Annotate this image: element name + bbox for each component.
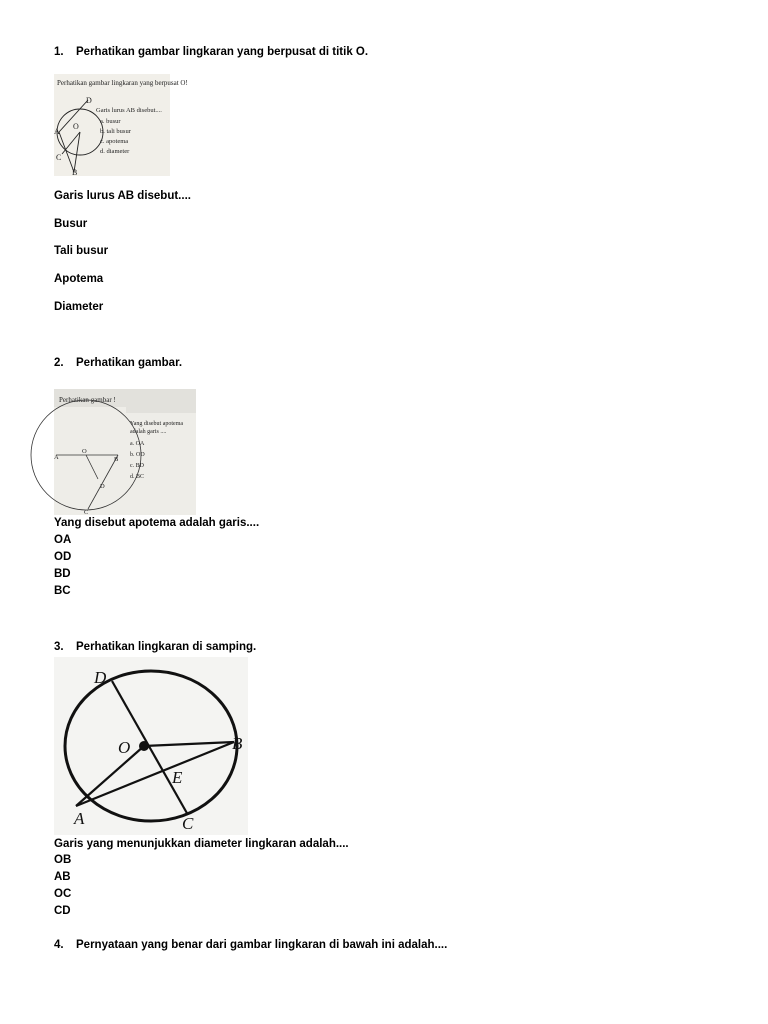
- label-a: A: [54, 127, 60, 136]
- question-4-title: [54, 939, 447, 951]
- label-o: O: [82, 448, 87, 455]
- label-d: D: [86, 96, 92, 105]
- question-2-choice-3: BD: [54, 568, 71, 580]
- question-1-text: Perhatikan gambar lingkaran yang berpusat di titik O.: [76, 46, 369, 58]
- question-2-text: Perhatikan gambar.: [76, 357, 183, 369]
- question-2-choice-2: OD: [54, 551, 72, 563]
- center-point-o: [139, 741, 149, 751]
- label-o: O: [118, 738, 131, 757]
- label-e: E: [172, 768, 183, 787]
- question-2-title: [54, 357, 182, 369]
- question-3-choice-4: CD: [54, 905, 71, 917]
- question-1-choice-2: Tali busur: [54, 245, 109, 257]
- label-b: B: [114, 456, 119, 463]
- label-b: B: [232, 734, 243, 753]
- question-2-choice-4: BC: [54, 585, 71, 597]
- question-2-number: 2.: [54, 357, 64, 369]
- label-a: A: [54, 454, 59, 461]
- figure-option-c: c. apotema: [100, 138, 129, 145]
- label-d: D: [94, 668, 107, 687]
- question-1-choice-3: Apotema: [54, 273, 104, 285]
- question-2-stem: Yang disebut apotema adalah garis....: [54, 517, 260, 529]
- question-1-choice-4: Diameter: [54, 301, 104, 313]
- label-c: C: [84, 509, 89, 516]
- question-2-figure: [54, 389, 196, 520]
- question-3-figure: [54, 657, 248, 840]
- question-3-title: [54, 641, 256, 653]
- question-2-choice-1: OA: [54, 534, 72, 546]
- question-3-number: 3.: [54, 641, 64, 653]
- label-b: B: [72, 168, 78, 177]
- figure-option-b: b. OD: [130, 452, 145, 458]
- question-1-stem: Garis lurus AB disebut....: [54, 190, 191, 202]
- question-1-figure-image: [54, 74, 188, 177]
- question-3-choice-3: OC: [54, 888, 72, 900]
- question-2-figure-image: [54, 389, 196, 515]
- figure-option-b: b. tali busur: [100, 128, 131, 135]
- label-d: D: [100, 483, 105, 490]
- figure-option-d: d. diameter: [100, 148, 130, 155]
- figure-background: [54, 74, 170, 176]
- label-o: O: [73, 122, 79, 131]
- figure-header: Perhatikan gambar !: [59, 396, 116, 404]
- figure-header: Perhatikan gambar lingkaran yang berpusat O!: [57, 79, 188, 87]
- figure-option-a: a. OA: [130, 441, 145, 447]
- question-1-number: 1.: [54, 46, 64, 58]
- question-3-figure-image: [54, 657, 248, 835]
- question-3-text: Perhatikan lingkaran di samping.: [76, 641, 257, 653]
- label-a: A: [74, 809, 85, 828]
- label-c: C: [56, 153, 62, 162]
- figure-prompt: Garis lurus AB disebut....: [96, 107, 162, 114]
- question-1-choice-1: Busur: [54, 218, 88, 230]
- question-1-figure: [54, 74, 188, 181]
- question-3-stem: Garis yang menunjukkan diameter lingkaran adalah....: [54, 838, 349, 850]
- question-4-number: 4.: [54, 939, 64, 951]
- figure-option-d: d. BC: [130, 474, 145, 480]
- question-1-title: [54, 46, 368, 58]
- figure-option-a: a. busur: [100, 118, 121, 125]
- question-4-text: Pernyataan yang benar dari gambar lingkaran di bawah ini adalah....: [76, 939, 448, 951]
- question-3-choice-2: AB: [54, 871, 71, 883]
- figure-prompt-line-2: adalah garis ....: [130, 429, 167, 435]
- figure-option-c: c. BD: [130, 463, 144, 469]
- question-3-choice-1: OB: [54, 854, 72, 866]
- figure-prompt-line-1: Yang disebut apotema: [130, 421, 184, 427]
- label-c: C: [182, 814, 194, 833]
